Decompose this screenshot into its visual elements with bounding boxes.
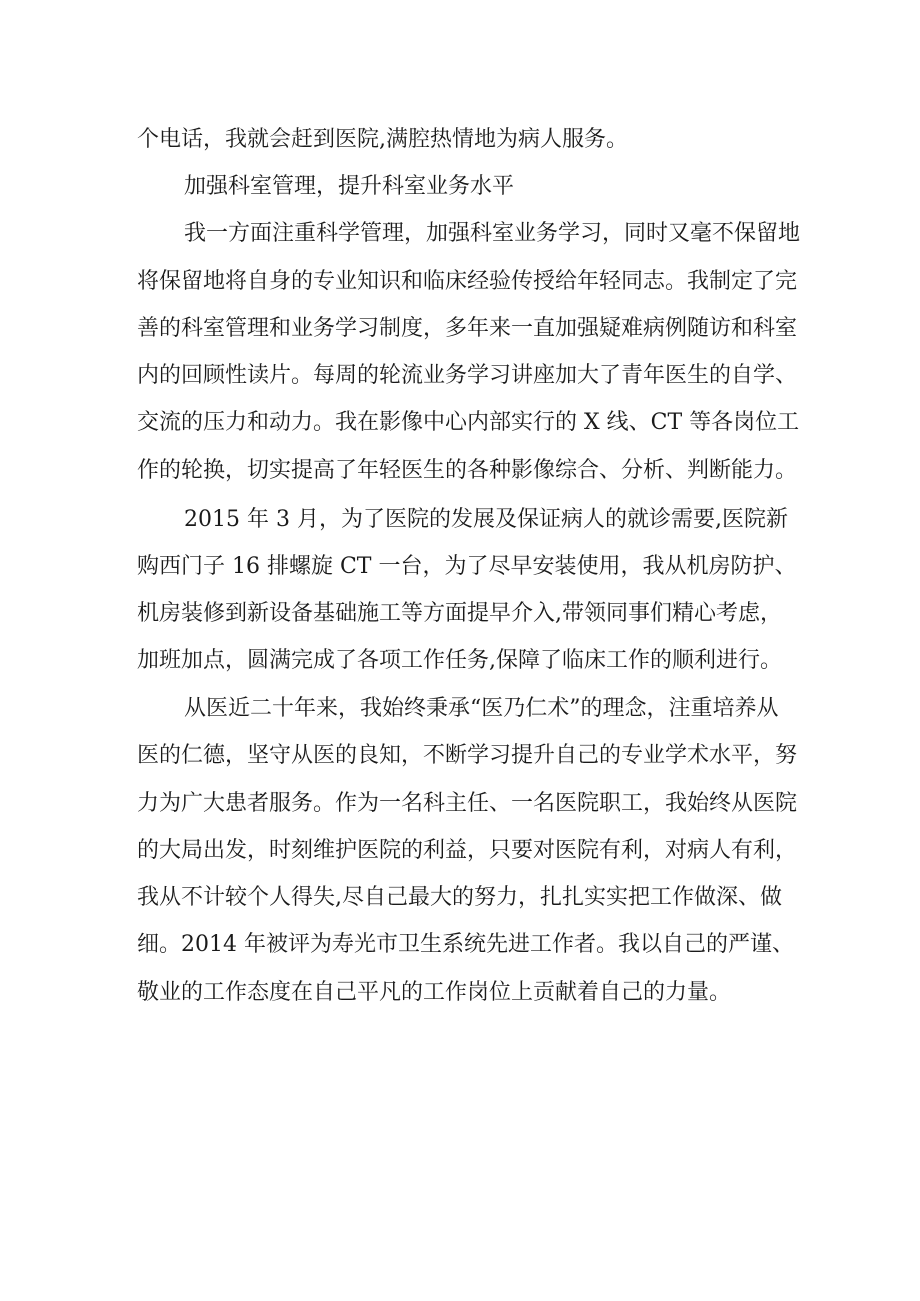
section-heading: 加强科室管理，提升科室业务水平	[184, 174, 515, 199]
text-line: 机房装修到新设备基础施工等方面提早介入,带领同事们精心考虑，	[137, 601, 782, 626]
text-line: 从医近二十年来，我始终秉承“医乃仁术”的理念，注重培养从	[184, 696, 779, 721]
text-line: 2015 年 3 月，为了医院的发展及保证病人的就诊需要,医院新	[184, 507, 788, 532]
text-line: 我一方面注重科学管理，加强科室业务学习，同时又毫不保留地	[184, 221, 801, 246]
text-line: 我从不计较个人得失,尽自己最大的努力，扎扎实实把工作做深、做	[137, 885, 782, 910]
text-line: 内的回顾性读片。每周的轮流业务学习讲座加大了青年医生的自学、	[137, 363, 798, 388]
text-line: 细。2014 年被评为寿光市卫生系统先进工作者。我以自己的严谨、	[137, 932, 794, 957]
text-line: 力为广大患者服务。作为一名科主任、一名医院职工，我始终从医院	[137, 791, 798, 816]
text-line: 医的仁德，坚守从医的良知，不断学习提升自己的专业学术水平，努	[137, 743, 798, 768]
text-line: 敬业的工作态度在自己平凡的工作岗位上贡献着自己的力量。	[137, 980, 732, 1005]
text-line: 将保留地将自身的专业知识和临床经验传授给年轻同志。我制定了完	[137, 269, 798, 294]
text-line: 交流的压力和动力。我在影像中心内部实行的 X 线、CT 等各岗位工	[137, 410, 800, 435]
text-line: 购西门子 16 排螺旋 CT 一台，为了尽早安装使用，我从机房防护、	[137, 554, 797, 579]
text-line: 的大局出发，时刻维护医院的利益，只要对医院有利，对病人有利，	[137, 838, 798, 863]
text-line: 作的轮换，切实提高了年轻医生的各种影像综合、分析、判断能力。	[137, 458, 798, 483]
text-line: 加班加点，圆满完成了各项工作任务,保障了临床工作的顺利进行。	[137, 648, 782, 673]
text-line: 个电话，我就会赶到医院,满腔热情地为病人服务。	[137, 127, 628, 152]
text-line: 善的科室管理和业务学习制度，多年来一直加强疑难病例随访和科室	[137, 316, 798, 341]
